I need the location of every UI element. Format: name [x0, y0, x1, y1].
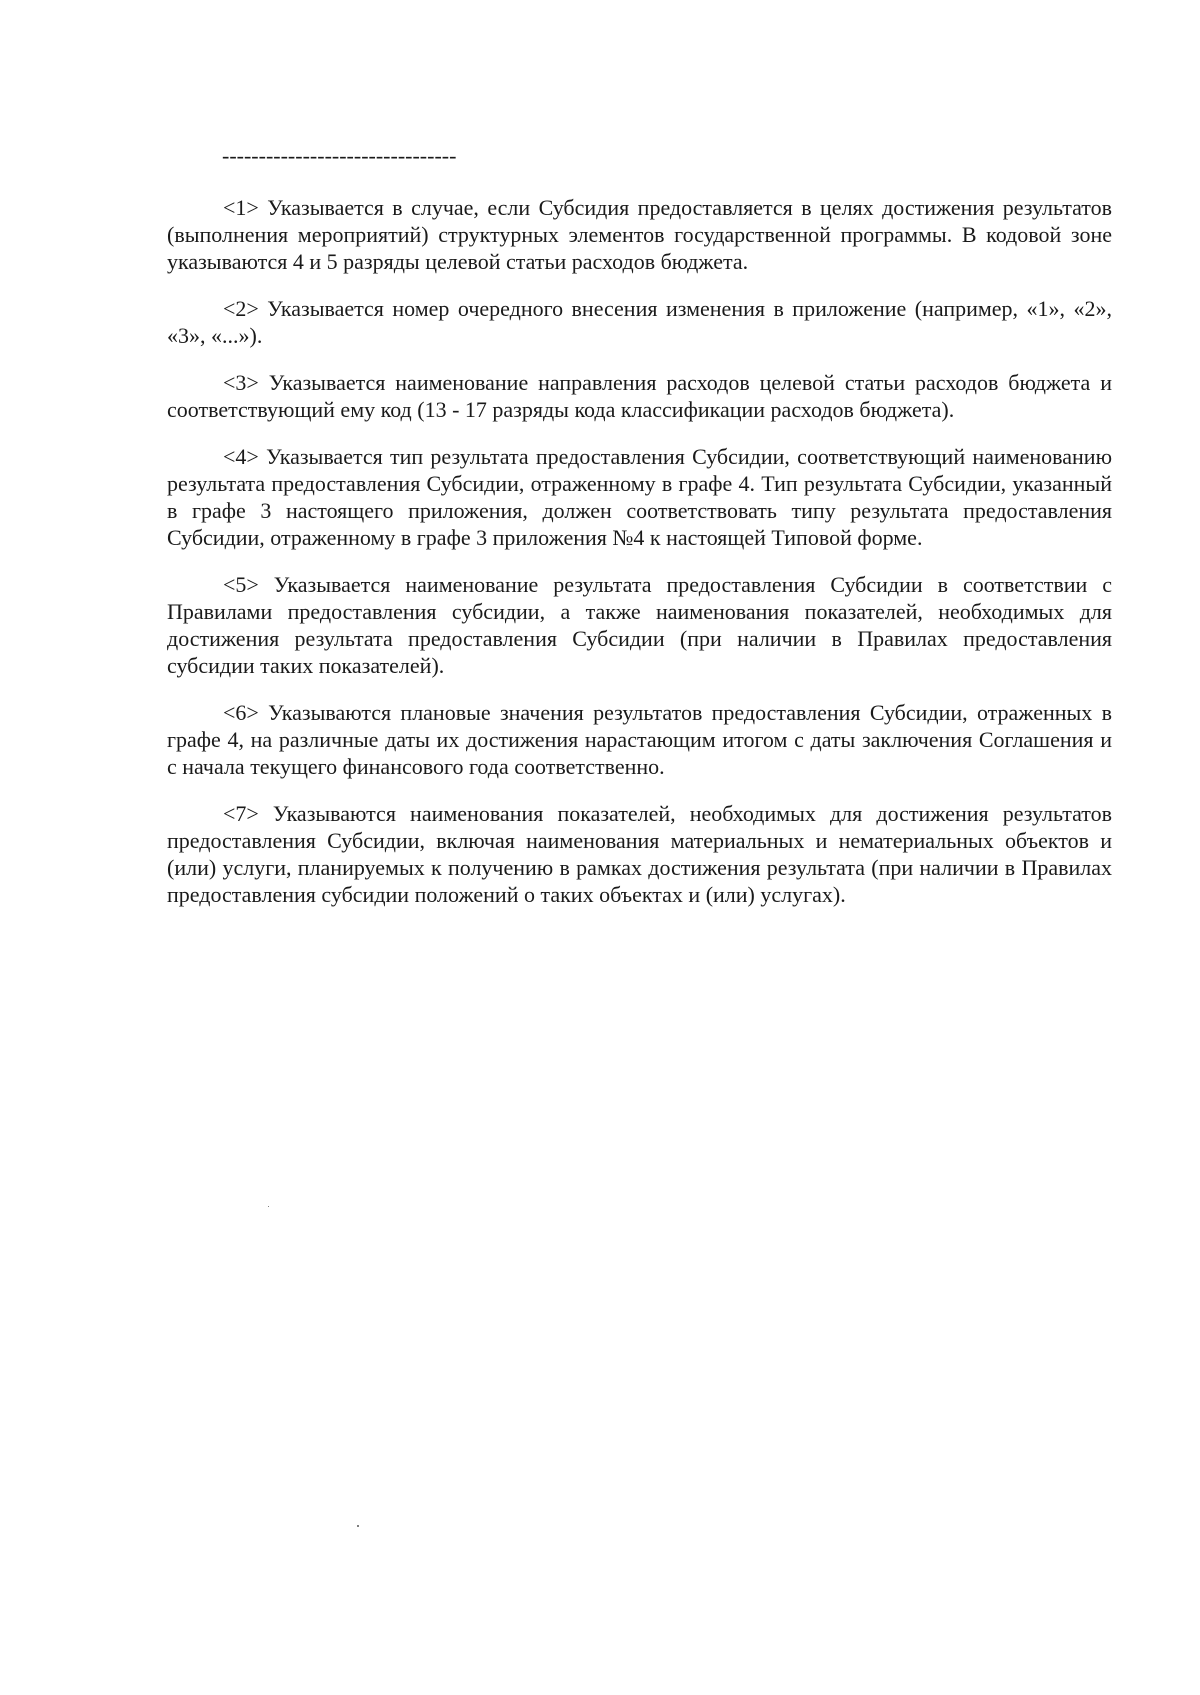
- scan-speck: [357, 1525, 359, 1527]
- footnote-1: <1> Указывается в случае, если Субсидия предоставляется в целях достижения результатов (выполнения мероприятий) структурных элементов государственной программы. В кодовой зоне указываются 4 и 5 разряды целевой статьи расходов бюджета.: [167, 195, 1112, 274]
- footnote-2: <2> Указывается номер очередного внесения изменения в приложение (например, «1», «2», «3», «...»).: [167, 296, 1112, 348]
- footnotes-list: [167, 194, 1112, 928]
- footnote-separator: --------------------------------: [222, 143, 457, 168]
- footnote-7: <7> Указываются наименования показателей, необходимых для достижения результатов предоставления Субсидии, включая наименования материальных и нематериальных объектов и (или) услуги, планируемых к получению в рамках достижения результата (при наличии в Правилах предоставления субсидии положений о таких объектах и (или) услугах).: [167, 801, 1112, 907]
- footnote-5: <5> Указывается наименование результата предоставления Субсидии в соответствии с Правилами предоставления субсидии, а также наименования показателей, необходимых для достижения результата предоставления Субсидии (при наличии в Правилах предоставления субсидии таких показателей).: [167, 572, 1112, 678]
- footnote-4: <4> Указывается тип результата предоставления Субсидии, соответствующий наименованию результата предоставления Субсидии, отраженному в графе 4. Тип результата Субсидии, указанный в графе 3 настоящего приложения, должен соответствовать типу результата предоставления Субсидии, отраженному в графе 3 приложения №4 к настоящей Типовой форме.: [167, 444, 1112, 550]
- scan-speck: [268, 1206, 269, 1207]
- footnote-6: <6> Указываются плановые значения результатов предоставления Субсидии, отраженных в графе 4, на различные даты их достижения нарастающим итогом с даты заключения Соглашения и с начала текущего финансового года соответственно.: [167, 700, 1112, 779]
- footnote-3: <3> Указывается наименование направления расходов целевой статьи расходов бюджета и соответствующий ему код (13 - 17 разряды кода классификации расходов бюджета).: [167, 370, 1112, 422]
